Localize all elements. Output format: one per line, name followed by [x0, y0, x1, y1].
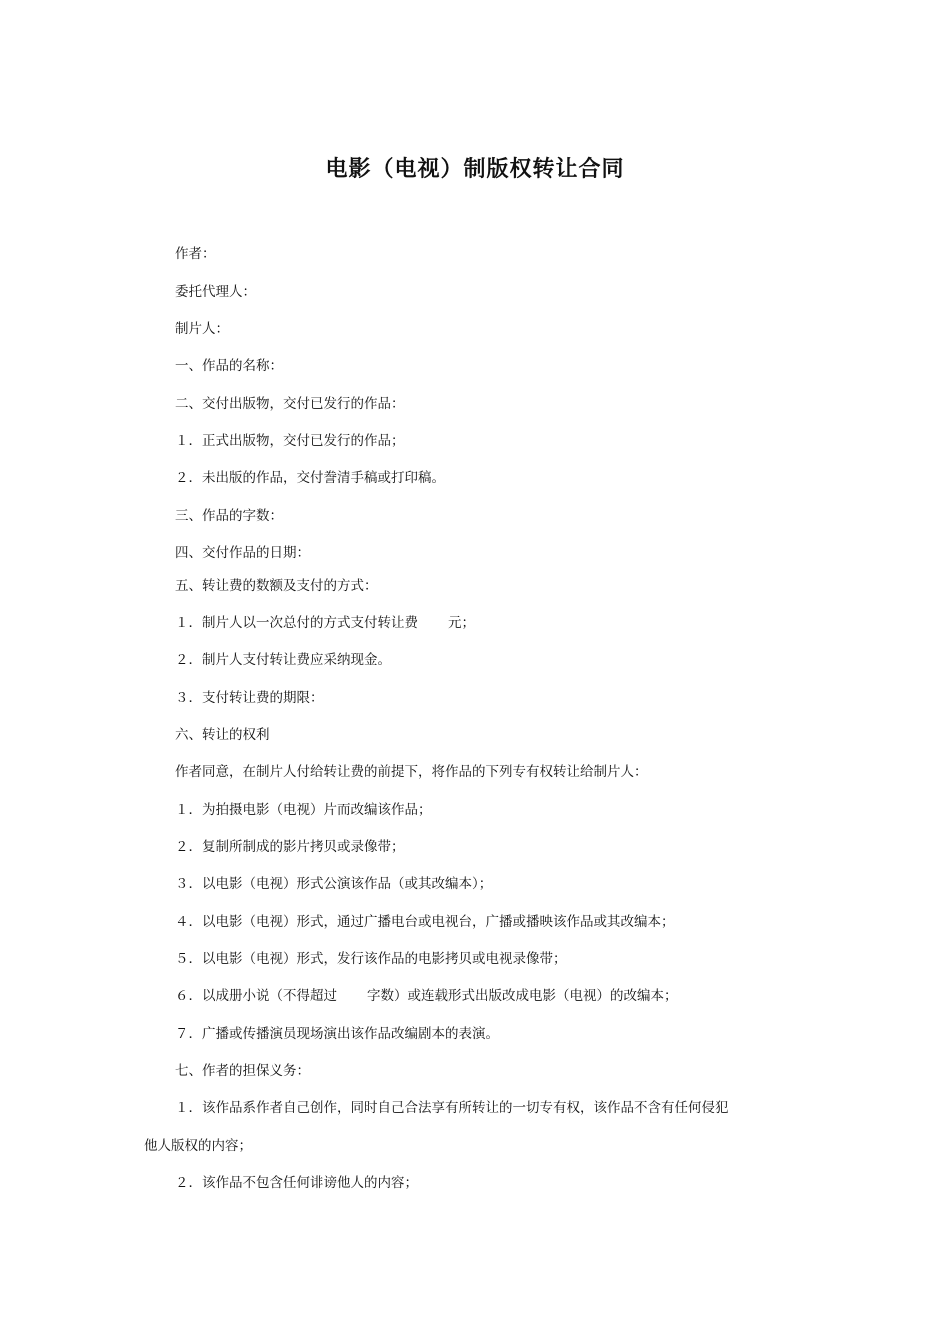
section-7-item-1: １．该作品系作者自己创作，同时自己合法享有所转让的一切专有权，该作品不含有任何侵犯	[175, 1100, 729, 1116]
section-3-heading: 三、作品的字数：	[175, 508, 283, 524]
section-5-heading: 五、转让费的数额及支付的方式：	[175, 578, 378, 594]
section-7-item-1-continued: 他人版权的内容；	[144, 1138, 252, 1154]
section-5-item-1-unit: 元；	[448, 615, 475, 631]
section-6-item-7: ７．广播或传播演员现场演出该作品改编剧本的表演。	[175, 1026, 499, 1042]
section-6-item-6-text: ６．以成册小说（不得超过	[175, 988, 337, 1004]
agent-line: 委托代理人：	[175, 284, 256, 300]
document-title: 电影（电视）制版权转让合同	[325, 157, 625, 182]
section-5-item-2: ２．制片人支付转让费应采纳现金。	[175, 652, 391, 668]
section-5-item-1	[175, 614, 475, 632]
section-2-heading: 二、交付出版物，交付已发行的作品：	[175, 396, 405, 412]
producer-line: 制片人：	[175, 321, 229, 337]
section-7-heading: 七、作者的担保义务：	[175, 1063, 310, 1079]
section-2-item-1: １．正式出版物，交付已发行的作品；	[175, 433, 405, 449]
section-6-item-3: ３．以电影（电视）形式公演该作品（或其改编本）；	[175, 876, 493, 892]
section-1-heading: 一、作品的名称：	[175, 358, 283, 374]
section-2-item-2: ２．未出版的作品，交付誊清手稿或打印稿。	[175, 470, 445, 486]
section-6-heading: 六、转让的权利	[175, 727, 270, 743]
section-6-item-1: １．为拍摄电影（电视）片而改编该作品；	[175, 802, 432, 818]
section-7-item-2: ２．该作品不包含任何诽谤他人的内容；	[175, 1175, 418, 1191]
section-5-item-1-text: １．制片人以一次总付的方式支付转让费	[175, 615, 418, 631]
section-6-item-6-rest: 字数）或连载形式出版改成电影（电视）的改编本；	[367, 988, 678, 1004]
section-6-item-4: ４．以电影（电视）形式，通过广播电台或电视台，广播或播映该作品或其改编本；	[175, 914, 675, 930]
section-6-item-5: ５．以电影（电视）形式，发行该作品的电影拷贝或电视录像带；	[175, 951, 567, 967]
section-6-item-6	[175, 987, 678, 1005]
section-6-item-2: ２．复制所制成的影片拷贝或录像带；	[175, 839, 405, 855]
section-4-heading: 四、交付作品的日期：	[175, 545, 310, 561]
section-5-item-3: ３．支付转让费的期限：	[175, 690, 324, 706]
author-line: 作者：	[175, 246, 216, 262]
section-6-intro: 作者同意，在制片人付给转让费的前提下，将作品的下列专有权转让给制片人：	[175, 764, 648, 780]
